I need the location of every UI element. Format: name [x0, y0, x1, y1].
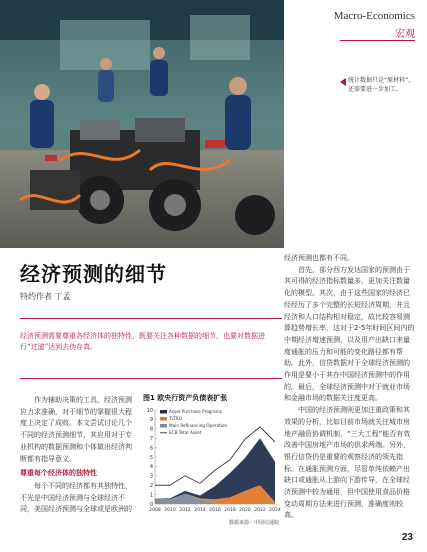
legend-swatch [160, 410, 167, 414]
header-rule [340, 40, 415, 41]
caption-marker-icon [340, 78, 346, 86]
legend-label: TLTRO [169, 416, 183, 421]
y-tick-label: 7 [149, 436, 153, 442]
right-continuation: 经济预测也都有不同。 [284, 254, 354, 262]
x-tick-label: 2012 [179, 508, 191, 513]
y-tick-label: 2 [149, 483, 153, 489]
y-tick-label: 4 [149, 464, 153, 471]
photo-caption [348, 77, 420, 94]
subheading: 尊重每个经济体的独特性 [20, 469, 97, 478]
page-number: 23 [401, 532, 413, 543]
legend-swatch [160, 424, 167, 428]
left-column [20, 395, 132, 516]
abstract-top-rule [20, 318, 282, 319]
y-tick-label: 5 [149, 454, 153, 461]
section-title-cn: 宏观 [395, 29, 415, 40]
factory-photo [0, 0, 284, 248]
x-tick-label: 2016 [209, 508, 221, 513]
y-tick-label: 9 [149, 417, 153, 424]
legend-swatch [160, 417, 167, 421]
section-paragraph: 每个不同的经济都有其独特性，不光是中国经济预测与全球经济不同，美国经济预测与全球或是欧洲的 [20, 481, 132, 514]
y-tick-label: 10 [146, 407, 153, 414]
ecb-balance-sheet-chart [143, 406, 279, 518]
x-tick-label: 2022 [254, 508, 266, 513]
x-tick-label: 2020 [239, 508, 251, 513]
article-author: 特约作者 丁孟 [20, 292, 71, 301]
section-title-en: Macro-Economics [333, 10, 415, 22]
x-tick-label: 2024 [269, 508, 281, 513]
y-tick-label: 3 [149, 473, 153, 480]
right-column [284, 253, 416, 522]
legend-label: Main Refinancing Operation [169, 423, 228, 428]
legend-label: Asset Purchase Programs [169, 409, 222, 414]
figure [143, 393, 279, 526]
x-tick-label: 2014 [194, 508, 206, 513]
x-tick-label: 2010 [164, 508, 176, 513]
article-abstract: 经济预测需要尊重各经济体的独特性，既要关注各种数据的细节，也要对数据进行“过滤”达到去伪存真。 [20, 332, 265, 351]
figure-title: 图1 欧央行资产负债表扩张 [143, 394, 228, 402]
x-tick-label: 2008 [149, 508, 161, 513]
photo-caption-text: 统计数据只是“原材料”，还需要进一步加工。 [348, 77, 415, 93]
intro-paragraph: 作为辅助决策的工具，经济预测应力求准确，对于细节的掌握很大程度上决定了成败。本文尝试讨论几个不同的经济预测细节，其应用对于专业机构的数据预测和个体做出经济判断都有指导意义。 [20, 396, 132, 463]
x-tick-label: 2018 [224, 508, 236, 513]
y-tick-label: 1 [149, 492, 153, 499]
article-title: 经济预测的细节 [20, 262, 167, 286]
abstract-bottom-rule [20, 378, 282, 379]
right-paragraph-2: 中国的经济预测则更加注重政策和其效果的分析，比如目前市场就关注城市房地产融资协调机制，“三大工程”能否有效改善中国房地产市场的供求两端。另外，银行信贷仍是重要的观察经济的领先指标。在通胀预测方面，尽管单纯依赖产出缺口或通胀从上游向下游传导，在全球经济预测中较为通用，但中国使用食品价格变动周期方法来进行预测，准确度则较高。 [284, 406, 411, 520]
right-paragraph-1: 首先，部分西方发达国家的预测由于其可得的经济指标数量多，更加关注数量化的模型。其次，由于这些国家的经济已经经历了多个完整的长短经济周期，并且经济和人口结构相对稳定，故比较容易测算趋势增长率，这对于2-5年时间区间内的中期经济增速预测，以及用产出缺口来量度通胀的压力和可能的变化路径都有帮助。此外，信贷数据对于全球经济预测的作用是要小于其在中国经济预测中的作用的。最后，全球经济预测中对于就业市场和金融市场的数据关注度更高。 [284, 265, 415, 403]
figure-source: 数据来源：中国信通院 [228, 520, 279, 526]
y-tick-label: 6 [149, 445, 153, 452]
legend-label: ECB Total Asset [169, 430, 202, 435]
y-tick-label: 0 [149, 501, 153, 508]
y-tick-label: 8 [149, 426, 153, 433]
